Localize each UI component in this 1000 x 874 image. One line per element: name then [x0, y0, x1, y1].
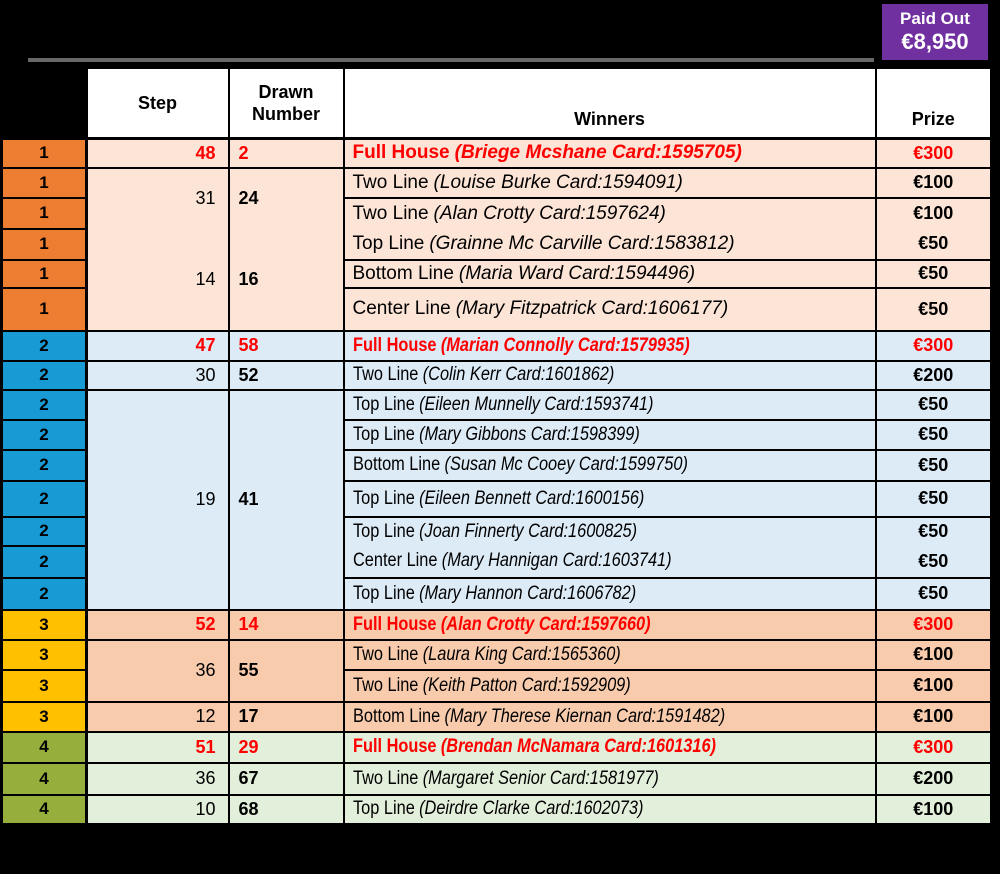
prize-cell: €50 — [876, 546, 992, 578]
step-cell: 14 — [87, 229, 229, 331]
winner-cell: Two Line (Keith Patton Card:1592909) — [344, 670, 876, 702]
table-row — [2, 732, 992, 763]
winner-cell: Bottom Line (Susan Mc Cooey Card:1599750) — [344, 450, 876, 481]
header-step: Step — [87, 68, 229, 139]
winner-cell: Two Line (Louise Burke Card:1594091) — [344, 168, 876, 198]
table-row — [2, 610, 992, 640]
drawn-number-cell: 16 — [229, 229, 344, 331]
prize-cell: €100 — [876, 640, 992, 670]
drawn-number-cell: 29 — [229, 732, 344, 763]
table-row — [2, 139, 992, 168]
prize-cell: €300 — [876, 139, 992, 168]
game-cell: 3 — [2, 702, 87, 732]
game-cell: 1 — [2, 198, 87, 229]
drawn-number-cell: 55 — [229, 640, 344, 702]
game-cell: 1 — [2, 260, 87, 288]
prize-cell: €100 — [876, 198, 992, 229]
winner-cell: Top Line (Mary Gibbons Card:1598399) — [344, 420, 876, 450]
winner-cell: Full House (Brendan McNamara Card:1601316) — [344, 732, 876, 763]
drawn-number-cell: 17 — [229, 702, 344, 732]
header-row — [2, 68, 992, 139]
game-cell: 3 — [2, 610, 87, 640]
table-row — [2, 702, 992, 732]
paid-out-label: Paid Out — [900, 8, 970, 28]
prize-cell: €300 — [876, 331, 992, 361]
prize-cell: €50 — [876, 481, 992, 517]
winner-cell: Top Line (Deirdre Clarke Card:1602073) — [344, 795, 876, 825]
winner-cell: Top Line (Eileen Munnelly Card:1593741) — [344, 390, 876, 420]
drawn-number-cell: 67 — [229, 763, 344, 795]
step-cell: 31 — [87, 168, 229, 229]
winner-cell: Center Line (Mary Fitzpatrick Card:1606177) — [344, 288, 876, 331]
prize-cell: €100 — [876, 670, 992, 702]
step-cell: 52 — [87, 610, 229, 640]
drawn-number-cell: 68 — [229, 795, 344, 825]
header-drawn-number: Drawn Number — [229, 68, 344, 139]
step-cell: 19 — [87, 390, 229, 610]
prize-cell: €100 — [876, 795, 992, 825]
table-row — [2, 361, 992, 390]
game-cell: 4 — [2, 763, 87, 795]
game-cell: 2 — [2, 361, 87, 390]
drawn-number-cell: 2 — [229, 139, 344, 168]
winner-cell: Two Line (Laura King Card:1565360) — [344, 640, 876, 670]
prize-cell: €50 — [876, 517, 992, 546]
prize-cell: €100 — [876, 168, 992, 198]
table-row — [2, 795, 992, 825]
game-cell: 2 — [2, 450, 87, 481]
drawn-number-cell: 58 — [229, 331, 344, 361]
prize-cell: €300 — [876, 610, 992, 640]
game-cell: 2 — [2, 517, 87, 546]
table-row — [2, 640, 992, 670]
winner-cell: Two Line (Margaret Senior Card:1581977) — [344, 763, 876, 795]
winner-cell: Top Line (Eileen Bennett Card:1600156) — [344, 481, 876, 517]
winner-cell: Full House (Briege Mcshane Card:1595705) — [344, 139, 876, 168]
game-cell: 2 — [2, 390, 87, 420]
step-cell: 51 — [87, 732, 229, 763]
winner-cell: Top Line (Joan Finnerty Card:1600825) — [344, 517, 876, 546]
prize-cell: €200 — [876, 763, 992, 795]
step-cell: 10 — [87, 795, 229, 825]
game-cell: 2 — [2, 331, 87, 361]
game-cell: 2 — [2, 420, 87, 450]
prize-cell: €300 — [876, 732, 992, 763]
game-cell: 2 — [2, 578, 87, 610]
game-cell: 1 — [2, 139, 87, 168]
drawn-number-cell: 52 — [229, 361, 344, 390]
game-cell: 4 — [2, 795, 87, 825]
winner-cell: Top Line (Grainne Mc Carville Card:1583812) — [344, 229, 876, 260]
game-cell: 2 — [2, 546, 87, 578]
header-winners: Winners — [344, 68, 876, 139]
prize-cell: €200 — [876, 361, 992, 390]
winner-cell: Bottom Line (Mary Therese Kiernan Card:1591482) — [344, 702, 876, 732]
drawn-number-cell: 24 — [229, 168, 344, 229]
game-cell: 2 — [2, 481, 87, 517]
prize-cell: €50 — [876, 450, 992, 481]
table-row — [2, 763, 992, 795]
header-prize: Prize — [876, 68, 992, 139]
winner-cell: Two Line (Alan Crotty Card:1597624) — [344, 198, 876, 229]
table-row — [2, 229, 992, 260]
prize-cell: €50 — [876, 578, 992, 610]
step-cell: 36 — [87, 640, 229, 702]
prize-cell: €100 — [876, 702, 992, 732]
table-row — [2, 390, 992, 420]
step-cell: 30 — [87, 361, 229, 390]
winner-cell: Full House (Alan Crotty Card:1597660) — [344, 610, 876, 640]
game-cell: 1 — [2, 168, 87, 198]
game-cell: 3 — [2, 670, 87, 702]
game-cell: 4 — [2, 732, 87, 763]
title-underline — [28, 58, 874, 62]
table-row — [2, 168, 992, 198]
winner-cell: Center Line (Mary Hannigan Card:1603741) — [344, 546, 876, 578]
drawn-number-cell: 41 — [229, 390, 344, 610]
winner-cell: Two Line (Colin Kerr Card:1601862) — [344, 361, 876, 390]
prize-cell: €50 — [876, 390, 992, 420]
step-cell: 47 — [87, 331, 229, 361]
prize-cell: €50 — [876, 288, 992, 331]
paid-out-badge — [876, 2, 990, 64]
winner-cell: Full House (Marian Connolly Card:1579935) — [344, 331, 876, 361]
prize-cell: €50 — [876, 229, 992, 260]
results-table — [0, 66, 993, 826]
prize-cell: €50 — [876, 260, 992, 288]
game-cell: 1 — [2, 229, 87, 260]
step-cell: 48 — [87, 139, 229, 168]
game-cell: 1 — [2, 288, 87, 331]
step-cell: 36 — [87, 763, 229, 795]
paid-out-amount: €8,950 — [901, 29, 969, 54]
winner-cell: Bottom Line (Maria Ward Card:1594496) — [344, 260, 876, 288]
drawn-number-cell: 14 — [229, 610, 344, 640]
game-cell: 3 — [2, 640, 87, 670]
table-row — [2, 331, 992, 361]
step-cell: 12 — [87, 702, 229, 732]
prize-cell: €50 — [876, 420, 992, 450]
winner-cell: Top Line (Mary Hannon Card:1606782) — [344, 578, 876, 610]
header-game — [2, 68, 87, 139]
